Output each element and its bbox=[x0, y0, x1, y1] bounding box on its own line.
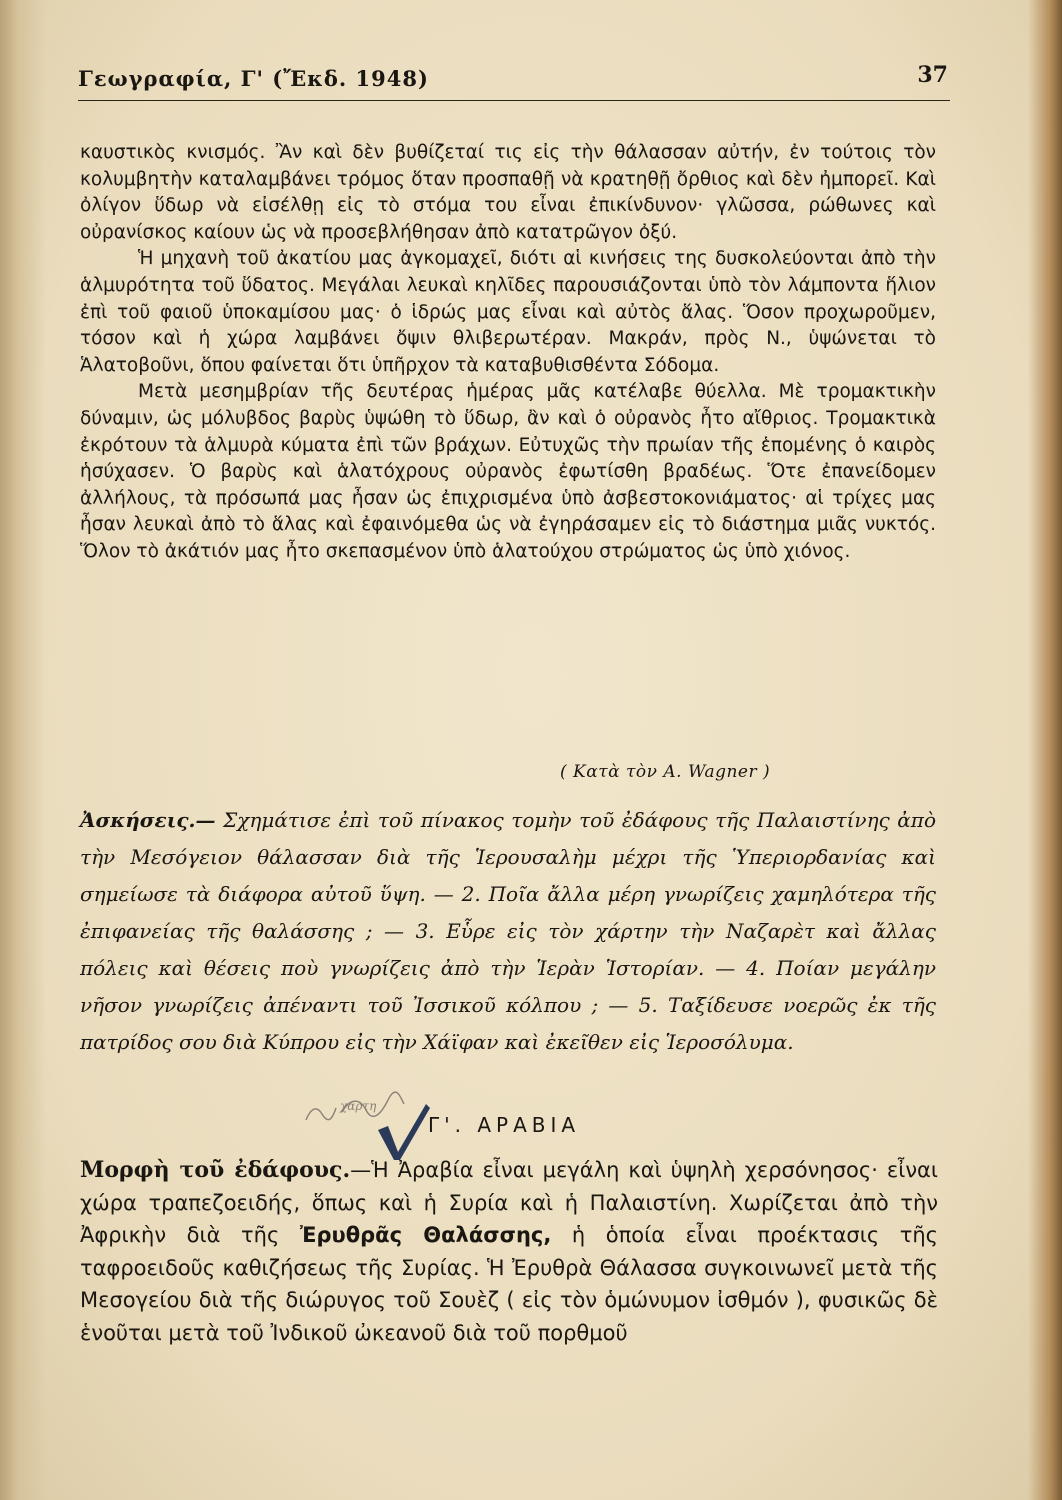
section-text-a: —Ἡ Ἀραβία εἶναι μεγάλη καὶ ὑψηλὴ χερσόνησος· εἶναι χώρα τραπεζοειδής, ὅπως καὶ ἡ Συρία καὶ ἡ Παλαιστίνη. Χωρίζεται ἀπὸ τὴν Ἀφρικὴν διὰ τῆς bbox=[80, 1158, 938, 1247]
paragraph-1: καυστικὸς κνισμός. Ἂν καὶ δὲν βυθίζεταί τις εἰς τὴν θάλασσαν αὐτήν, ἐν τούτοις τὸν κολυμβητὴν καταλαμβάνει τρόμος ὅταν προσπαθῇ νὰ κρατηθῇ ὄρθιος καὶ δὲν ἠμπορεῖ. Καὶ ὀλίγον ὕδωρ νὰ εἰσέλθῃ εἰς τὸ στόμα του εἶναι ἐπικίνδυνον· γλῶσσα, ρώθωνες καὶ οὐρανίσκος καίουν ὡς νὰ προσεβλήθησαν ἀπὸ κατατρῶγον ὀξύ. bbox=[80, 142, 936, 243]
reading-passage bbox=[80, 140, 936, 566]
section-text-b: ἡ ὁποία εἶναι προέκτασις τῆς ταφροειδοῦς καθιζήσεως τῆς Συρίας. Ἡ Ἐρυθρὰ Θάλασσα συγκοινωνεῖ μετὰ τῆς Μεσογείου διὰ τῆς διώρυγος τοῦ Σουὲζ ( εἰς τὸν ὁμώνυμον ἰσθμόν ), φυσικῶς δὲ ἑνοῦται μετὰ τοῦ Ἰνδικοῦ ὠκεανοῦ διὰ τοῦ πορθμοῦ bbox=[80, 1223, 939, 1345]
exercises-text: Σχημάτισε ἐπὶ τοῦ πίνακος τομὴν τοῦ ἐδάφους τῆς Παλαιστίνης ἀπὸ τὴν Μεσόγειον θάλασσαν διὰ τῆς Ἱερουσαλὴμ μέχρι τῆς Ὑπεριορδανίας καὶ σημείωσε τὰ διάφορα αὐτοῦ ὕψη. — 2. Ποῖα ἄλλα μέρη γνωρίζεις χαμηλότερα τῆς ἐπιφανείας τῆς θαλάσσης ; — 3. Εὗρε εἰς τὸν χάρτην τὴν Ναζαρὲτ καὶ ἄλλας πόλεις καὶ θέσεις ποὺ γνωρίζεις ἀπὸ τὴν Ἱερὰν Ἱστορίαν. — 4. Ποίαν μεγάλην νῆσον γνωρίζεις ἀπέναντι τοῦ Ἰσσικοῦ κόλπου ; — 5. Ταξίδευσε νοερῶς ἐκ τῆς πατρίδος σου διὰ Κύπρου εἰς τὴν Χάϊφαν καὶ ἐκεῖθεν εἰς Ἱεροσόλυμα. bbox=[80, 808, 936, 1054]
paragraph-3: Μετὰ μεσημβρίαν τῆς δευτέρας ἡμέρας μᾶς κατέλαβε θύελλα. Μὲ τρομακτικὴν δύναμιν, ὡς μόλυβδος βαρὺς ὑψώθη τὸ ὕδωρ, ἂν καὶ ὁ οὐρανὸς ἦτο αἴθριος. Τρομακτικὰ ἐκρότουν τὰ ἁλμυρὰ κύματα ἐπὶ τῶν βράχων. Εὐτυχῶς τὴν πρωίαν τῆς ἑπομένης ὁ καιρὸς ἡσύχασεν. Ὁ βαρὺς καὶ ἁλατόχρους οὐρανὸς ἐφωτίσθη βραδέως. Ὅτε ἐπανείδομεν ἀλλήλους, τὰ πρόσωπά μας ἦσαν ὡς ἐπιχρισμένα ὑπὸ ἀσβεστοκονιάματος· αἱ τρίχες μας ἦσαν λευκαὶ ἀπὸ τὸ ἅλας καὶ ἐφαινόμεθα ὡς νὰ ἐγηράσαμεν εἰς τὸ διάστημα μιᾶς νυκτός. Ὅλον τὸ ἀκάτιόν μας ἦτο σκεπασμένον ὑπὸ ἁλατούχου στρώματος ὡς ὑπὸ χιόνος. bbox=[80, 381, 936, 562]
source-citation: ( Κατὰ τὸν A. Wagner ) bbox=[560, 762, 771, 782]
red-sea-term: Ἐρυθρᾶς Θαλάσσης, bbox=[299, 1223, 552, 1247]
section-lead: Μορφὴ τοῦ ἐδάφους. bbox=[80, 1157, 351, 1183]
header-title: Γεωγραφία, Γ' (Ἔκδ. 1948) bbox=[78, 66, 429, 91]
running-header bbox=[78, 58, 950, 101]
exercises-label: Ἀσκήσεις.— bbox=[80, 808, 216, 832]
paragraph-2: Ἡ μηχανὴ τοῦ ἀκατίου μας ἀγκομαχεῖ, διότι αἱ κινήσεις της δυσκολεύονται ἀπὸ τὴν ἁλμυρότητα τοῦ ὕδατος. Μεγάλαι λευκαὶ κηλῖδες παρουσιάζονται ὑπὸ τὸν λάμποντα ἥλιον ἐπὶ τοῦ φαιοῦ ὑποκαμίσου μας· ὁ ἱδρώς μας εἶναι καὶ αὐτὸς ἅλας. Ὅσον προχωροῦμεν, τόσον καὶ ἡ χώρα λαμβάνει ὄψιν θλιβερωτέραν. Μακράν, πρὸς Ν., ὑψώνεται τὸ Ἁλατοβοῦνι, ὅπου φαίνεται ὅτι ὑπῆρχον τὰ καταβυθισθέντα Σόδομα. bbox=[80, 248, 936, 376]
page-edge-shadow bbox=[1028, 0, 1062, 1500]
page-number: 37 bbox=[917, 62, 948, 88]
check-mark-icon bbox=[374, 1100, 432, 1162]
section-body bbox=[80, 1154, 938, 1349]
section-title: Γ'. ΑΡΑΒΙΑ bbox=[428, 1113, 581, 1137]
handwritten-text: χαρτη bbox=[340, 1099, 377, 1113]
exercises-block bbox=[80, 802, 936, 1061]
page-binding-shadow bbox=[0, 0, 46, 1500]
